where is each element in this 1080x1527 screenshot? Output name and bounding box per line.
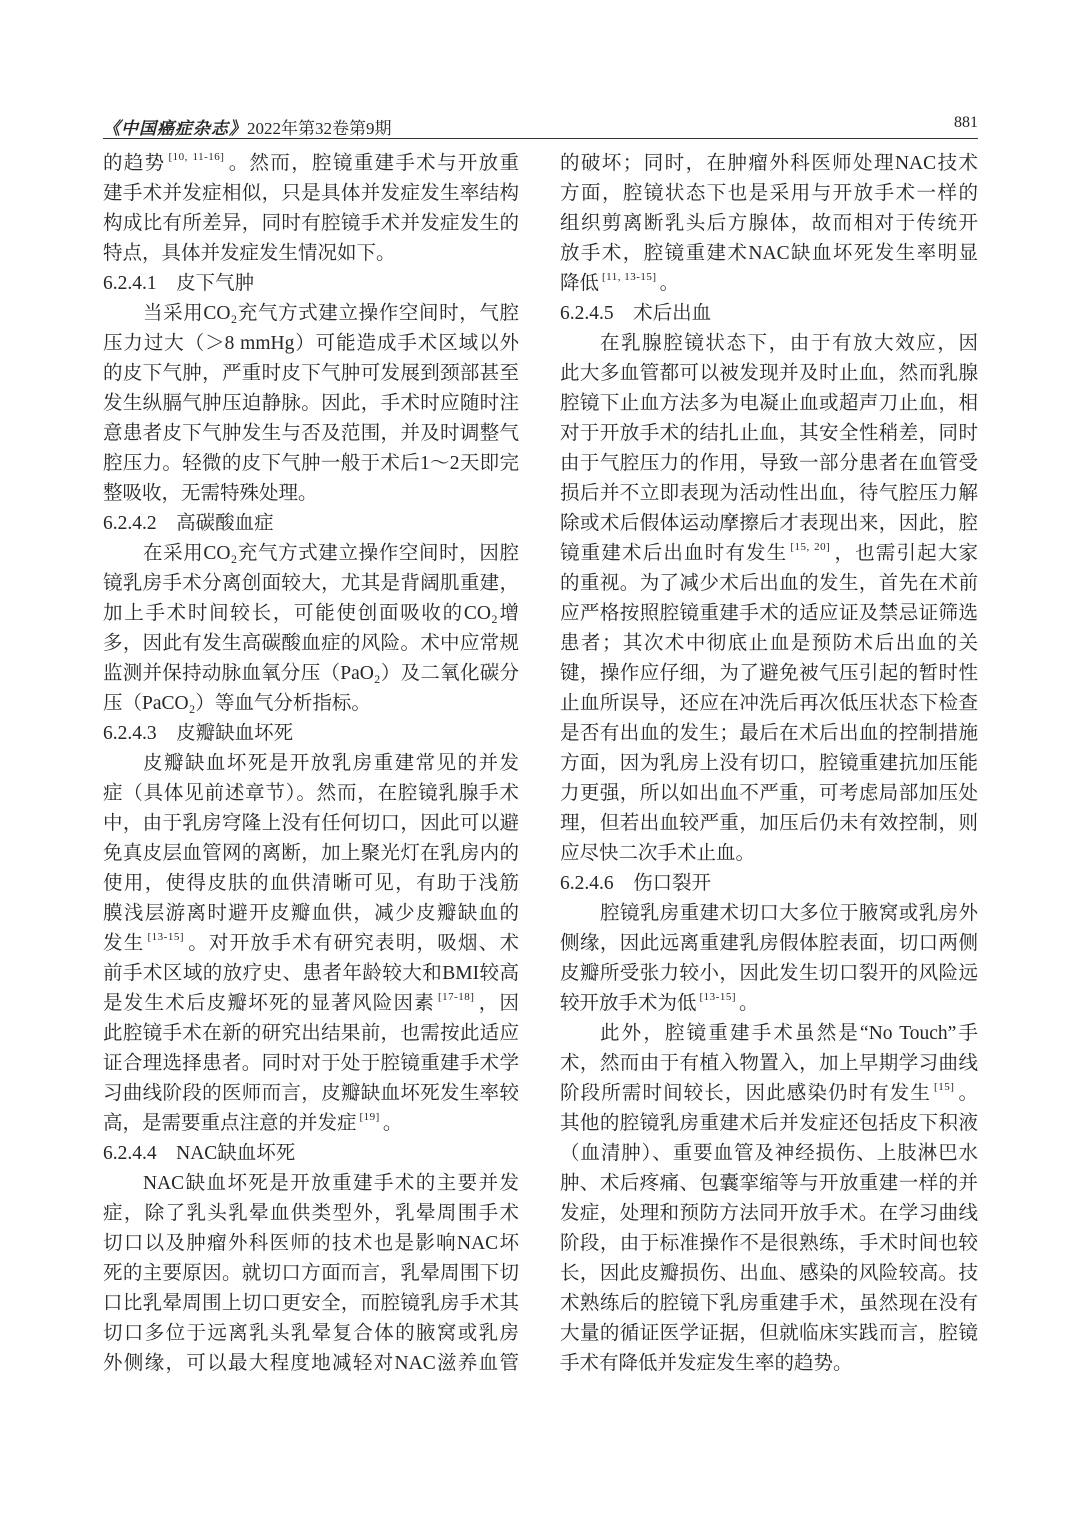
paragraph <box>103 539 519 719</box>
text-line: 口比乳晕周围上切口更安全，而腔镜乳房手术其 <box>103 1293 519 1314</box>
text-line: 长，因此皮瓣损伤、出血、感染的风险较高。技 <box>560 1263 978 1284</box>
text-line: 患者；其次术中彻底止血是预防术后出血的关 <box>560 633 978 654</box>
text-line: 侧缘，因此远离重建乳房假体腔表面，切口两侧 <box>560 933 978 954</box>
text-line: 在乳腺腔镜状态下，由于有放大效应，因 <box>600 333 978 354</box>
section-heading <box>560 869 978 899</box>
text-line: 损后并不立即表现为活动性出血，待气腔压力解 <box>560 483 978 504</box>
text-line: 腔镜乳房重建术切口大多位于腋窝或乳房外 <box>600 903 978 924</box>
text-segment: 高，是需要重点注意的并发症 <box>103 1113 357 1134</box>
heading-text: 6.2.4.2 高碳酸血症 <box>103 513 274 534</box>
text-line: 术，然而由于有植入物置入，加上早期学习曲线 <box>560 1053 978 1074</box>
text-line: 的皮下气肿，严重时皮下气肿可发展到颈部甚至 <box>103 363 519 384</box>
text-line: 术熟练后的腔镜下乳房重建手术，虽然现在没有 <box>560 1293 978 1314</box>
text-line: 皮瓣所受张力较小，因此发生切口裂开的风险远 <box>560 963 978 984</box>
text-line: 证合理选择患者。同时对于处于腔镜重建手术学 <box>103 1053 519 1074</box>
text-segment: 阶段所需时间较长，因此感染仍时有发生 <box>560 1083 932 1104</box>
text-line: 是否有出血的发生；最后在术后出血的控制措施 <box>560 723 978 744</box>
text-line: 症，除了乳头乳晕血供类型外，乳晕周围手术 <box>103 1203 519 1224</box>
text-line: 大量的循证医学证据，但就临床实践而言，腔镜 <box>560 1323 978 1344</box>
text-line: 放手术，腔镜重建术NAC缺血坏死发生率明显 <box>560 243 978 264</box>
text-line: 组织剪离断乳头后方腺体，故而相对于传统开 <box>560 213 978 234</box>
running-header <box>103 112 978 139</box>
text-line: 止血所误导，还应在冲洗后再次低压状态下检查 <box>560 693 978 714</box>
heading-text: 6.2.4.1 皮下气肿 <box>103 273 255 294</box>
paragraph <box>103 1169 519 1379</box>
section-heading <box>560 299 978 329</box>
text-line: 除或术后假体运动摩擦后才表现出来，因此，腔 <box>560 513 978 534</box>
right-column <box>560 149 978 1379</box>
citation-reference: [19] <box>359 1111 380 1123</box>
text-line: 加上手术时间较长，可能使创面吸收的CO₂增 <box>103 603 519 624</box>
text-line: 镜乳房手术分离创面较大，尤其是背阔肌重建， <box>103 573 519 594</box>
text-line: 此腔镜手术在新的研究出结果前，也需按此适应 <box>103 1023 519 1044</box>
section-heading <box>103 269 519 299</box>
text-line: 构成比有所差异，同时有腔镜手术并发症发生的 <box>103 213 519 234</box>
section-heading <box>103 509 519 539</box>
text-line <box>560 989 978 1019</box>
text-segment: 。 <box>739 993 759 1014</box>
citation-reference: [13-15] <box>147 931 184 943</box>
journal-citation <box>103 114 392 139</box>
section-heading <box>103 1139 519 1169</box>
text-line: 键，操作应仔细，为了避免被气压引起的暂时性 <box>560 663 978 684</box>
text-line: 使用，使得皮肤的血供清晰可见，有助于浅筋 <box>103 873 519 894</box>
text-line: 手术有降低并发症发生率的趋势。 <box>560 1353 853 1374</box>
text-segment: 的趋势 <box>103 153 166 174</box>
citation-reference: [17-18] <box>437 991 475 1003</box>
text-line: 前手术区域的放疗史、患者年龄较大和BMI较高 <box>103 963 519 984</box>
text-line <box>560 1079 978 1109</box>
text-line: 切口以及肿瘤外科医师的技术也是影响NAC坏 <box>103 1233 519 1254</box>
text-line: 对于开放手术的结扎止血，其安全性稍差，同时 <box>560 423 978 444</box>
text-line: 特点，具体并发症发生情况如下。 <box>103 243 396 264</box>
text-line: 多，因此有发生高碳酸血症的风险。术中应常规 <box>103 633 519 654</box>
text-line: 由于气腔压力的作用，导致一部分患者在血管受 <box>560 453 978 474</box>
text-line: 此大多血管都可以被发现并及时止血，然而乳腺 <box>560 363 978 384</box>
text-line: 发生纵膈气肿压迫静脉。因此，手术时应随时注 <box>103 393 519 414</box>
page-number: 881 <box>954 114 978 131</box>
citation-reference: [13-15] <box>699 991 737 1003</box>
text-line <box>103 1109 519 1139</box>
text-line: 压（PaCO₂）等血气分析指标。 <box>103 693 371 714</box>
paragraph <box>103 749 519 1139</box>
heading-text: 6.2.4.4 NAC缺血坏死 <box>103 1143 296 1164</box>
journal-issue: 2022年第32卷第9期 <box>247 119 392 138</box>
text-segment: 。对开放手术有研究表明，吸烟、术 <box>187 933 519 954</box>
text-line: NAC缺血坏死是开放重建手术的主要并发 <box>143 1173 519 1194</box>
text-line: 腔压力。轻微的皮下气肿一般于术后1～2天即完 <box>103 453 519 474</box>
text-segment: 降低 <box>560 273 600 294</box>
text-line <box>103 929 519 959</box>
paragraph <box>560 1019 978 1379</box>
citation-reference: [15] <box>934 1081 955 1093</box>
text-segment: 。 <box>957 1083 978 1104</box>
paragraph <box>560 329 978 869</box>
text-line: 外侧缘，可以最大程度地减轻对NAC滋养血管 <box>103 1353 519 1374</box>
text-line <box>560 539 978 569</box>
text-line: 建手术并发症相似，只是具体并发症发生率结构 <box>103 183 519 204</box>
text-line <box>560 269 978 299</box>
text-segment: 较开放手术为低 <box>560 993 697 1014</box>
text-line: 此外，腔镜重建手术虽然是“No Touch”手 <box>600 1023 978 1044</box>
citation-reference: [10, 11-16] <box>168 151 225 163</box>
text-segment: 是发生术后皮瓣坏死的显著风险因素 <box>103 993 435 1014</box>
paragraph <box>560 149 978 299</box>
text-line <box>103 989 519 1019</box>
text-segment: 。 <box>382 1113 403 1134</box>
text-line <box>103 149 519 179</box>
text-line: 阶段，由于标准操作不是很熟练，手术时间也较 <box>560 1233 978 1254</box>
text-segment: ，因 <box>477 993 519 1014</box>
text-line: 膜浅层游离时避开皮瓣血供，减少皮瓣缺血的 <box>103 903 519 924</box>
text-line: 在采用CO₂充气方式建立操作空间时，因腔 <box>143 543 519 564</box>
citation-reference: [15, 20] <box>790 541 831 553</box>
text-line: 死的主要原因。就切口方面而言，乳晕周围下切 <box>103 1263 519 1284</box>
text-line: 免真皮层血管网的离断，加上聚光灯在乳房内的 <box>103 843 519 864</box>
heading-text: 6.2.4.6 伤口裂开 <box>560 873 712 894</box>
text-segment: 。然而，腔镜重建手术与开放重 <box>227 153 519 174</box>
text-line: 方面，腔镜状态下也是采用与开放手术一样的 <box>560 183 978 204</box>
text-line: 习曲线阶段的医师而言，皮瓣缺血坏死发生率较 <box>103 1083 519 1104</box>
journal-name: 《中国癌症杂志》 <box>103 119 247 138</box>
text-line: 应尽快二次手术止血。 <box>560 843 756 864</box>
text-line: 发症，处理和预防方法同开放手术。在学习曲线 <box>560 1203 978 1224</box>
text-line: 方面，因为乳房上没有切口，腔镜重建抗加压能 <box>560 753 978 774</box>
text-line: 症（具体见前述章节）。然而，在腔镜乳腺手术 <box>103 783 519 804</box>
text-line: 力更强，所以如出血不严重，可考虑局部加压处 <box>560 783 978 804</box>
paragraph <box>103 299 519 509</box>
text-segment: 。 <box>659 273 680 294</box>
left-column <box>103 149 519 1379</box>
citation-reference: [11, 13-15] <box>602 271 657 283</box>
text-segment: 发生 <box>103 933 145 954</box>
text-line: 监测并保持动脉血氧分压（PaO₂）及二氧化碳分 <box>103 663 519 684</box>
paragraph <box>103 149 519 269</box>
text-line: 应严格按照腔镜重建手术的适应证及禁忌证筛选 <box>560 603 978 624</box>
text-segment: ，也需引起大家 <box>833 543 978 564</box>
text-line: 意患者皮下气肿发生与否及范围，并及时调整气 <box>103 423 519 444</box>
text-line: （血清肿）、重要血管及神经损伤、上肢淋巴水 <box>560 1143 978 1164</box>
heading-text: 6.2.4.3 皮瓣缺血坏死 <box>103 723 294 744</box>
text-line: 中，由于乳房穹隆上没有任何切口，因此可以避 <box>103 813 519 834</box>
text-line: 皮瓣缺血坏死是开放乳房重建常见的并发 <box>143 753 519 774</box>
text-line: 压力过大（＞8 mmHg）可能造成手术区域以外 <box>103 333 519 354</box>
text-segment: 镜重建术后出血时有发生 <box>560 543 788 564</box>
text-line: 理，但若出血较严重，加压后仍未有效控制，则 <box>560 813 978 834</box>
text-line: 的破坏；同时，在肿瘤外科医师处理NAC技术 <box>560 153 978 174</box>
paragraph <box>560 899 978 1019</box>
text-line: 整吸收，无需特殊处理。 <box>103 483 318 504</box>
section-heading <box>103 719 519 749</box>
text-line: 腔镜下止血方法多为电凝止血或超声刀止血，相 <box>560 393 978 414</box>
text-line: 其他的腔镜乳房重建术后并发症还包括皮下积液 <box>560 1113 978 1134</box>
heading-text: 6.2.4.5 术后出血 <box>560 303 712 324</box>
text-line: 当采用CO₂充气方式建立操作空间时，气腔 <box>143 303 519 324</box>
text-line: 肿、术后疼痛、包囊挛缩等与开放重建一样的并 <box>560 1173 978 1194</box>
text-line: 切口多位于远离乳头乳晕复合体的腋窝或乳房 <box>103 1323 519 1344</box>
text-line: 的重视。为了减少术后出血的发生，首先在术前 <box>560 573 978 594</box>
